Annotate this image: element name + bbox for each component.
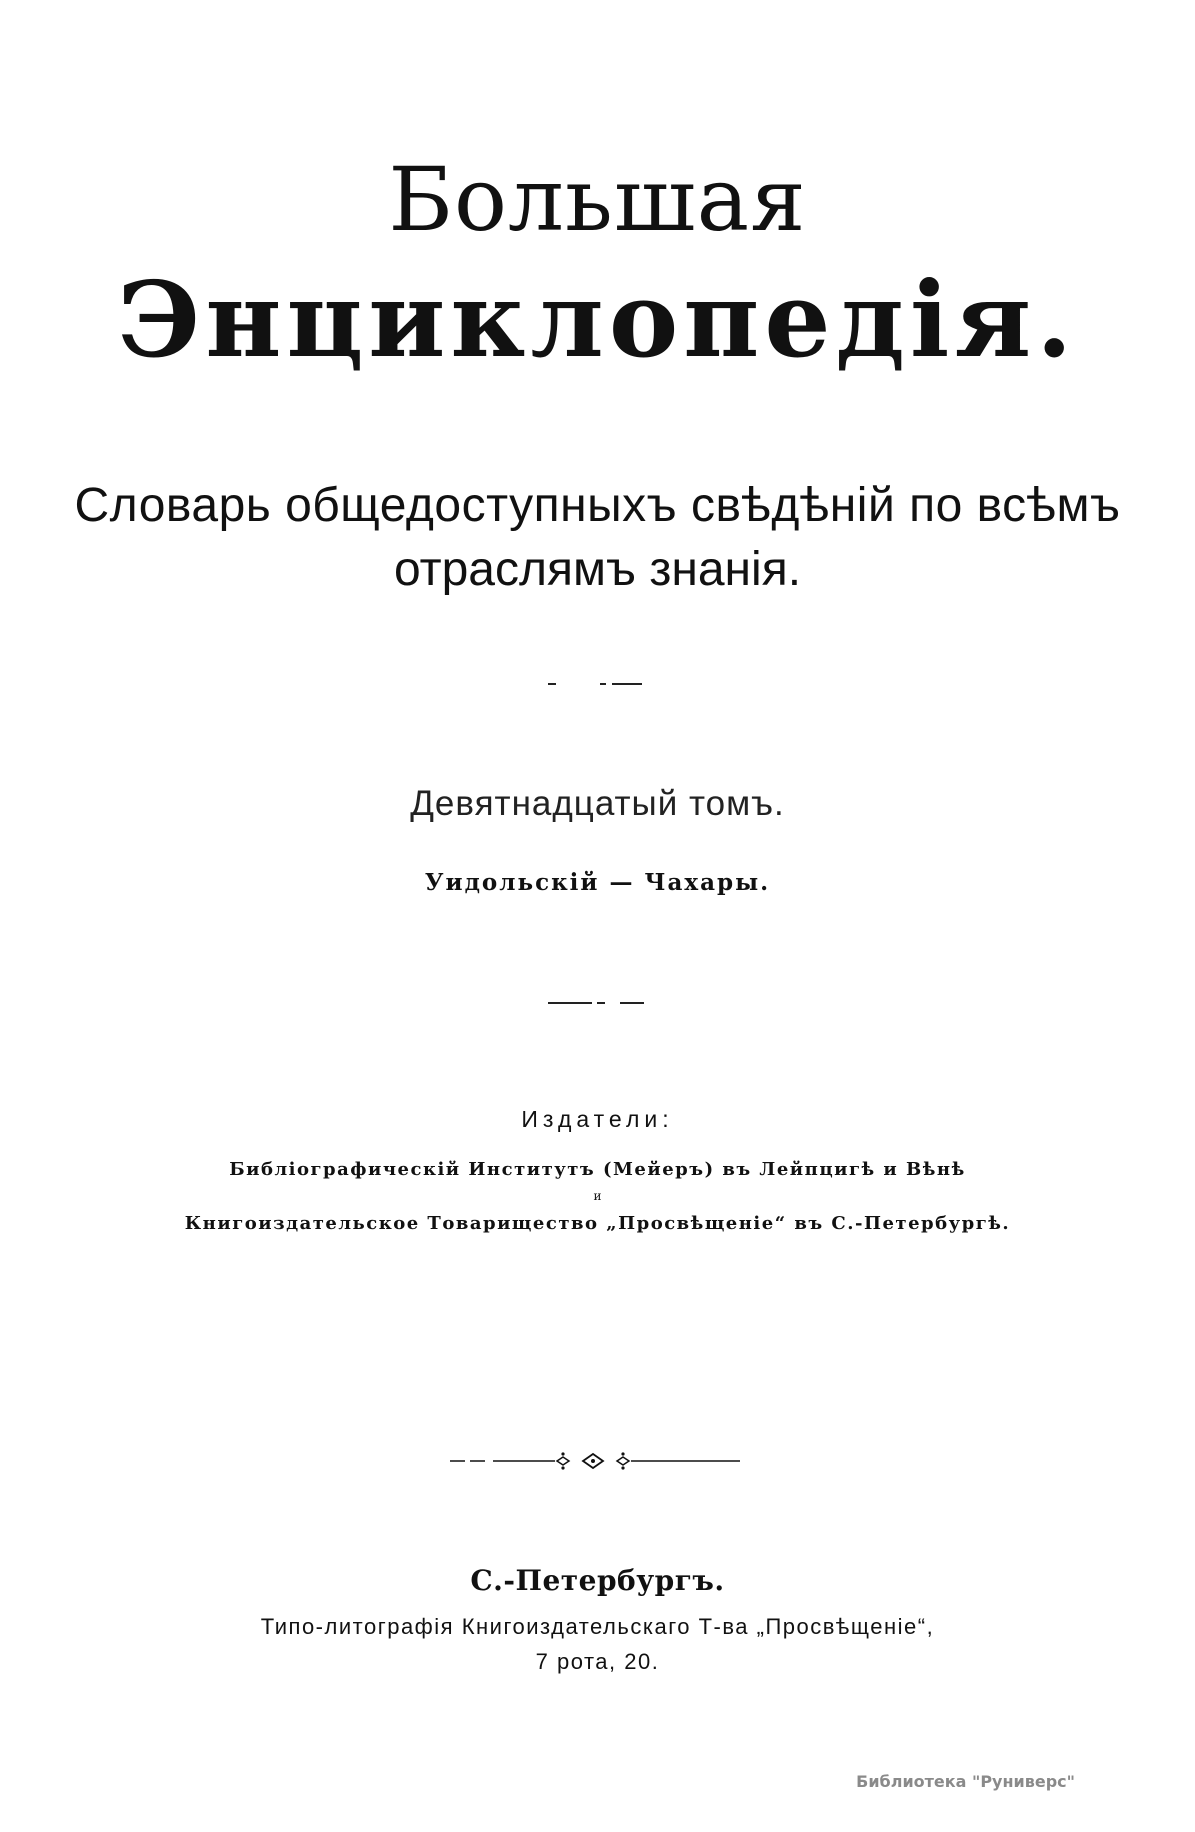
volume-range: Уидольскій — Чахары. — [424, 869, 771, 896]
separator-rule-3 — [612, 683, 642, 685]
separator-rule-5 — [597, 1002, 605, 1004]
volume-label: Девятнадцатый томъ. — [410, 784, 785, 823]
separator-rule-2 — [600, 683, 606, 685]
separator-rule-6 — [620, 1002, 644, 1004]
ornamental-divider — [445, 1446, 745, 1476]
separator-rule-1 — [548, 683, 556, 685]
subtitle-line-1: Словарь общедоступныхъ свѣдѣній по всѣмъ — [74, 479, 1121, 532]
subtitle-line-2: отраслямъ знанія. — [393, 543, 802, 596]
publishers-label: Издатели: — [521, 1106, 674, 1132]
separator-rule-4 — [548, 1002, 592, 1004]
title-line-1: Большая — [388, 148, 807, 251]
library-watermark: Библиотека "Руниверс" — [856, 1772, 1075, 1791]
imprint-address: 7 рота, 20. — [535, 1649, 660, 1674]
publisher-conjunction: и — [593, 1189, 602, 1203]
title-line-2: Энциклопедія. — [117, 258, 1078, 381]
publisher-line-2: Книгоиздательское Товарищество „Просвѣщеніе“ въ С.-Петербургѣ. — [184, 1213, 1011, 1234]
publisher-line-1: Библіографическій Институтъ (Мейеръ) въ Лейпцигѣ и Вѣнѣ — [229, 1159, 966, 1180]
imprint-city: С.-Петербургъ. — [470, 1564, 725, 1597]
imprint-printer: Типо-литографія Книгоиздательскаго Т-ва „Просвѣщеніе“, — [260, 1614, 935, 1639]
